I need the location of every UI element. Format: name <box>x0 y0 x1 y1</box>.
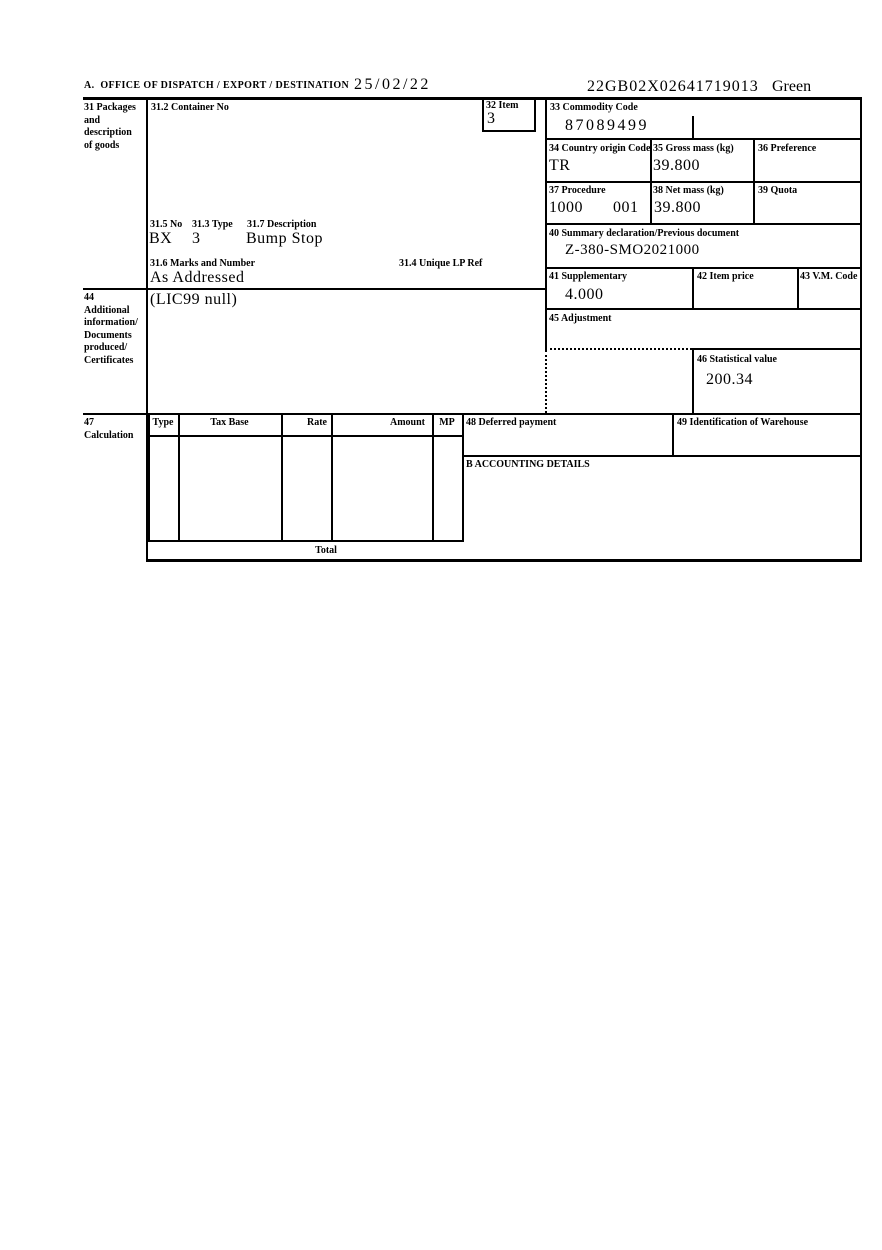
gross-mass-label: 35 Gross mass (kg) <box>653 143 734 154</box>
calc-total-label: Total <box>315 545 337 556</box>
box44-label-line: Certificates <box>84 354 134 366</box>
box31-label <box>84 102 136 152</box>
unique-lp-ref-label: 31.4 Unique LP Ref <box>399 258 483 269</box>
net-mass-value: 39.800 <box>654 199 701 216</box>
declaration-date: 25/02/22 <box>354 76 431 93</box>
line-above-box44 <box>83 288 547 290</box>
net-mass-label: 38 Net mass (kg) <box>653 185 724 196</box>
procedure-value-1: 1000 <box>549 199 583 216</box>
box44-label <box>84 292 138 367</box>
box31-label-line: of goods <box>84 139 120 151</box>
goods-description-label: 31.7 Description <box>247 219 317 230</box>
calc-table-bottom <box>148 540 464 542</box>
calc-col-type-right <box>178 413 180 541</box>
box44-label-line: information/ <box>84 317 138 328</box>
calc-col-left <box>148 413 150 541</box>
box46-left-border <box>692 348 694 413</box>
calc-header-bottom <box>148 435 464 437</box>
line-below-box34 <box>545 181 862 183</box>
calc-col-mp-right <box>462 413 464 541</box>
calc-col-amount-header: Amount <box>389 417 425 428</box>
vm-code-label: 43 V.M. Code <box>800 271 858 282</box>
calc-col-type-header: Type <box>152 417 174 428</box>
box31-label-line: 31 Packages <box>84 102 136 113</box>
quota-label: 39 Quota <box>758 185 798 196</box>
supplementary-label: 41 Supplementary <box>549 271 628 282</box>
box47-label <box>84 417 133 442</box>
calc-col-rate-header: Rate <box>307 417 327 428</box>
procedure-value-2: 001 <box>613 199 639 216</box>
divider-48-49 <box>672 413 674 455</box>
package-type-value: 3 <box>192 230 201 247</box>
line-below-box33 <box>545 138 862 140</box>
item-label: 32 Item <box>486 100 519 111</box>
divider-35-36 <box>753 138 755 223</box>
box47-label-line: Calculation <box>84 429 134 441</box>
line-below-box37 <box>545 223 862 225</box>
adjustment-label: 45 Adjustment <box>549 313 612 324</box>
calc-col-mp-header: MP <box>439 417 455 428</box>
border-right-main <box>860 97 862 562</box>
box33-inner-divider <box>692 116 694 138</box>
office-of-dispatch-label: A. OFFICE OF DISPATCH / EXPORT / DESTINATION <box>84 80 350 91</box>
accounting-details-label: B ACCOUNTING DETAILS <box>466 459 590 470</box>
box44-label-line: produced/ <box>84 342 128 353</box>
box44-label-line: 44 <box>84 292 94 303</box>
movement-reference-number: 22GB02X02641719013 <box>587 78 759 95</box>
routing-status: Green <box>772 78 812 95</box>
line-above-box47 <box>83 413 862 415</box>
box44-label-line: Documents <box>84 329 132 341</box>
item-price-label: 42 Item price <box>697 271 754 282</box>
warehouse-identification-label: 49 Identification of Warehouse <box>677 417 809 428</box>
marks-and-number-label: 31.6 Marks and Number <box>150 258 256 269</box>
line-below-box41 <box>545 308 862 310</box>
marks-and-number-value: As Addressed <box>150 269 245 286</box>
preference-label: 36 Preference <box>758 143 817 154</box>
box47-label-line: 47 <box>84 417 94 428</box>
divider-42-43 <box>797 267 799 308</box>
item-number-value: 3 <box>487 110 496 127</box>
additional-information-value: (LIC99 null) <box>150 291 238 308</box>
box31-label-line: and <box>84 114 101 126</box>
statistical-value-label: 46 Statistical value <box>697 354 777 365</box>
package-no-label: 31.5 No <box>150 219 183 230</box>
divider-mid-vertical-dotted <box>545 350 547 413</box>
gross-mass-value: 39.800 <box>653 157 700 174</box>
previous-document-value: Z-380-SMO2021000 <box>565 242 700 258</box>
goods-description-value: Bump Stop <box>246 230 323 247</box>
accounting-top-border <box>462 455 862 457</box>
border-bottom <box>146 559 862 562</box>
supplementary-value: 4.000 <box>565 286 604 303</box>
box46-top-border <box>692 348 862 350</box>
package-type-label: 31.3 Type <box>192 219 233 230</box>
country-origin-value: TR <box>549 157 571 174</box>
container-no-label: 31.2 Container No <box>151 102 229 113</box>
package-no-value: BX <box>149 230 173 247</box>
calc-col-amount-right <box>432 413 434 541</box>
divider-41-42 <box>692 267 694 308</box>
line-below-box45-dotted <box>545 348 692 350</box>
country-origin-label: 34 Country origin Code <box>549 143 651 154</box>
procedure-label: 37 Procedure <box>549 185 606 196</box>
line-below-box40 <box>545 267 862 269</box>
calc-col-taxbase-right <box>281 413 283 541</box>
commodity-code-value: 87089499 <box>565 117 649 134</box>
deferred-payment-label: 48 Deferred payment <box>466 417 557 428</box>
box31-label-line: description <box>84 127 132 138</box>
calc-col-taxbase-header: Tax Base <box>210 417 249 428</box>
commodity-code-label: 33 Commodity Code <box>550 102 638 113</box>
summary-declaration-label: 40 Summary declaration/Previous document <box>549 228 740 239</box>
box44-label-line: Additional <box>84 304 130 316</box>
calc-col-rate-right <box>331 413 333 541</box>
border-top <box>83 97 862 100</box>
statistical-value: 200.34 <box>706 371 753 388</box>
